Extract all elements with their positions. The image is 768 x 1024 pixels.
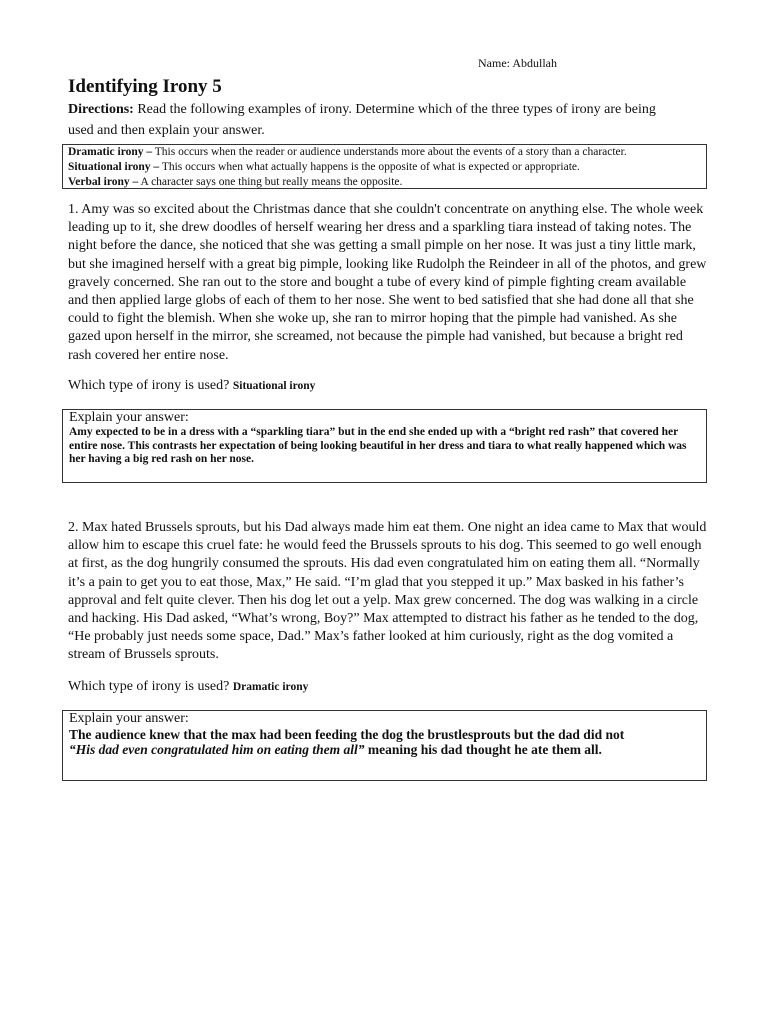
definition-text: This occurs when what actually happens is the opposite of what is expected or appropriate.	[159, 161, 580, 173]
definition-term: Situational irony –	[68, 161, 160, 173]
definition-text: A character says one thing but really means the opposite.	[138, 176, 403, 188]
question-2-explanation[interactable]	[69, 727, 700, 757]
question-1-explanation-box[interactable]	[62, 409, 707, 483]
explanation-rest: meaning his dad thought he ate them all.	[364, 742, 602, 757]
explanation-quote: “His dad even congratulated him on eating them all”	[69, 742, 365, 757]
question-2-prompt	[68, 679, 308, 695]
question-1-passage: 1. Amy was so excited about the Christmas dance that she couldn't concentrate on anything else. The whole week leading up to it, she drew doodles of herself wearing her dress and a sparkling tiara instead of taking notes. The night before the dance, she noticed that she was getting a small pimple on her nose. It was just a tiny little mark, but she imagined herself with a great big pimple, looking like Rudolph the Reindeer in all of the photos, and grew gravely concerned. She ran out to the store and bought a tube of every kind of pimple fighting cream available and then applied large globs of each of them to her nose. She went to bed satisfied that she had done all that she could to fight the blemish. When she woke up, she ran to mirror hoping that the pimple had vanished. As she gazed upon herself in the mirror, she screamed, not because the pimple had vanished, but because a bright red rash covered her entire nose.	[68, 202, 707, 363]
question-1-answer[interactable]: Situational irony	[232, 380, 316, 392]
explanation-line-1: The audience knew that the max had been feeding the dog the brustlesprouts but the dad did not	[69, 727, 625, 742]
irony-definitions-box	[62, 144, 707, 189]
definition-text: This occurs when the reader or audience understands more about the events of a story than a character.	[152, 146, 627, 158]
definition-term: Dramatic irony –	[68, 146, 153, 158]
definition-dramatic	[68, 145, 701, 160]
prompt-text: Which type of irony is used?	[68, 378, 233, 393]
directions-text: Read the following examples of irony. Determine which of the three types of irony are being used and then explain your answer.	[68, 102, 656, 138]
prompt-text: Which type of irony is used?	[68, 679, 233, 694]
definition-term: Verbal irony –	[68, 176, 139, 188]
directions	[68, 99, 668, 141]
question-2-passage: 2. Max hated Brussels sprouts, but his Dad always made him eat them. One night an idea came to Max that would allow him to escape this cruel fate: he would feed the Brussels sprouts to his dog. This seemed to go well enough at first, as the dog hungrily consumed the sprouts. His dad even congratulated him on eating them all. “Normally it’s a pain to get you to eat those, Max,” He said. “I’m glad that you stepped it up.” Max basked in his father’s approval and felt quite clever. Then his dog let out a yelp. Max grew concerned. The dog was walking in a circle and hacking. His Dad asked, “What’s wrong, Boy?” Max attempted to distract his father as he tended to the dog, “He probably just needs some space, Dad.” Max’s father looked at him curiously, right as the dog vomited a stream of Brussels sprouts.	[68, 520, 707, 663]
student-name: Name: Abdullah	[478, 56, 557, 70]
page-title: Identifying Irony 5	[68, 76, 222, 97]
explain-label: Explain your answer:	[69, 410, 189, 425]
explain-label: Explain your answer:	[69, 711, 189, 726]
question-2-explanation-box[interactable]	[62, 710, 707, 781]
definition-situational	[68, 160, 701, 175]
explanation-line-2	[69, 742, 700, 757]
question-1-explanation[interactable]: Amy expected to be in a dress with a “sparkling tiara” but in the end she ended up with a “bright red rash” that covered her entire nose. This contrasts her expectation of being looking beautiful in her dress and tiara to what really happened which was her having a big red rash on her nose.	[69, 426, 687, 465]
question-2-answer[interactable]: Dramatic irony	[232, 681, 309, 693]
directions-label: Directions:	[68, 102, 134, 117]
question-1-prompt	[68, 378, 315, 394]
definition-verbal	[68, 175, 701, 190]
